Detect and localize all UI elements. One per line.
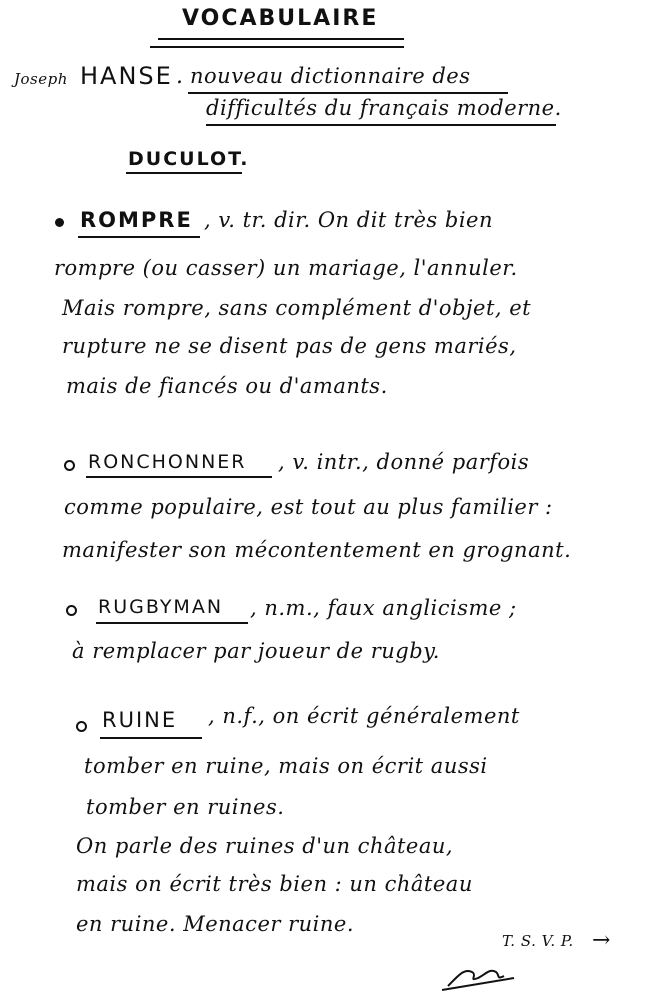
entry-line: comme populaire, est tout au plus familier : bbox=[64, 495, 553, 519]
entry-line: , n.f., on écrit généralement bbox=[208, 704, 520, 728]
entry-bullet bbox=[76, 721, 87, 732]
entry-bullet bbox=[66, 605, 77, 616]
entry-line: en ruine. Menacer ruine. bbox=[76, 912, 354, 936]
entry-line: , v. intr., donné parfois bbox=[278, 450, 530, 474]
entry-line: , n.m., faux anglicisme ; bbox=[250, 596, 517, 620]
entry-headword-ruine: RUINE bbox=[102, 708, 178, 732]
book-title-line-2: difficultés du français moderne. bbox=[206, 96, 562, 120]
entry-line: , v. tr. dir. On dit très bien bbox=[204, 208, 493, 232]
entry-line: Mais rompre, sans complément d'objet, et bbox=[62, 296, 532, 320]
entry-line: rompre (ou casser) un mariage, l'annuler. bbox=[54, 256, 518, 280]
entry-line: à remplacer par joueur de rugby. bbox=[72, 639, 440, 663]
entry-headword-ronchonner: RONCHONNER bbox=[88, 451, 247, 473]
page-title: VOCABULAIRE bbox=[182, 6, 379, 31]
entry-line: tomber en ruine, mais on écrit aussi bbox=[84, 754, 488, 778]
title-underline bbox=[158, 38, 404, 40]
handwritten-signature bbox=[438, 958, 518, 994]
book-title-line-1: nouveau dictionnaire des bbox=[190, 64, 471, 88]
entry-headword-rugbyman: RUGBYMAN bbox=[98, 596, 224, 618]
book-title-underline-1 bbox=[188, 92, 508, 94]
headword-underline bbox=[86, 476, 272, 478]
right-arrow-icon: → bbox=[592, 928, 611, 953]
entry-line: On parle des ruines d'un château, bbox=[76, 834, 454, 858]
publisher: DUCULOT. bbox=[128, 148, 250, 170]
headword-underline bbox=[96, 622, 248, 624]
entry-line: rupture ne se disent pas de gens mariés, bbox=[62, 334, 517, 358]
entry-line: mais de fiancés ou d'amants. bbox=[66, 374, 388, 398]
entry-headword-rompre: ROMPRE bbox=[80, 208, 193, 232]
headword-underline bbox=[100, 737, 202, 739]
book-title-underline-2 bbox=[206, 124, 556, 126]
entry-line: manifester son mécontentement en grognant. bbox=[62, 538, 572, 562]
title-underline-2 bbox=[150, 46, 404, 48]
title-dash: . bbox=[176, 64, 184, 89]
author-last-name: HANSE bbox=[80, 62, 173, 90]
publisher-underline bbox=[126, 172, 242, 174]
turn-over-note: T. S. V. P. bbox=[502, 932, 574, 950]
entry-bullet bbox=[55, 218, 64, 227]
entry-line: tomber en ruines. bbox=[86, 795, 285, 819]
headword-underline bbox=[78, 236, 200, 238]
entry-bullet bbox=[64, 460, 75, 471]
entry-line: mais on écrit très bien : un château bbox=[76, 872, 473, 896]
author-first-name: Joseph bbox=[14, 70, 68, 88]
